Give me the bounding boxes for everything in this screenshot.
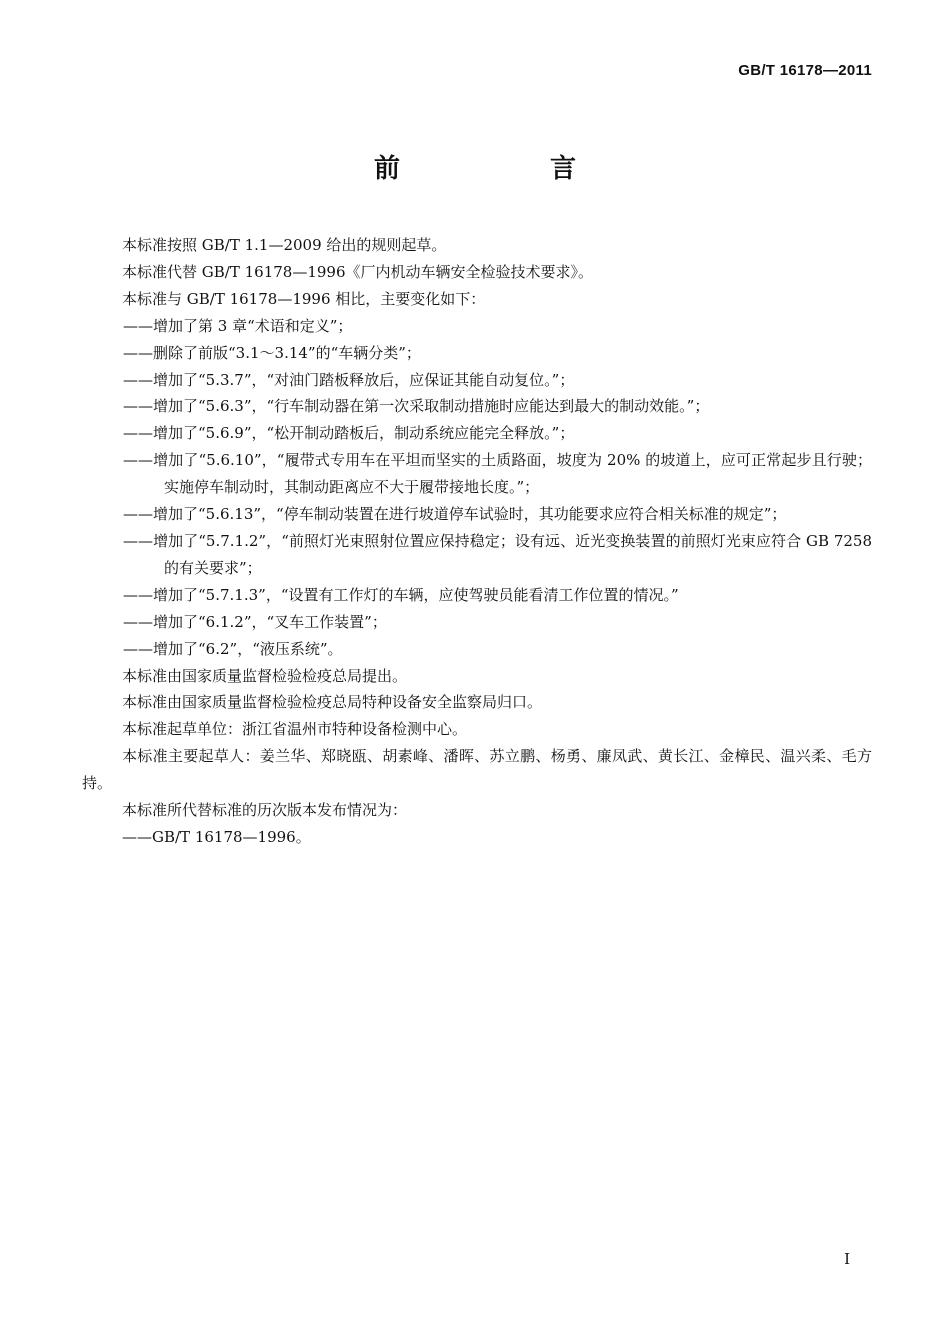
- paragraph-administered-by: 本标准由国家质量监督检验检疫总局特种设备安全监察局归口。: [122, 693, 543, 712]
- paragraph-drafters: 本标准主要起草人：姜兰华、郑晓瓯、胡素峰、潘晖、苏立鹏、杨勇、廉凤武、黄长江、金樟民、温兴柔、毛方持。: [82, 747, 872, 793]
- paragraph-drafting-rules: 本标准按照 GB/T 1.1—2009 给出的规则起草。: [122, 236, 447, 254]
- document-body: [82, 232, 872, 851]
- standard-code: GB/T 16178—2011: [738, 62, 872, 79]
- paragraph-history-intro: 本标准所代替标准的历次版本发布情况为：: [122, 801, 408, 820]
- change-item: ——增加了“5.6.13”，“停车制动装置在进行坡道停车试验时，其功能要求应符合相关标准的规定”；: [123, 505, 787, 524]
- paragraph-changes-intro: 本标准与 GB/T 16178—1996 相比，主要变化如下：: [122, 289, 486, 308]
- change-item: ——增加了“5.3.7”，“对油门踏板释放后，应保证其能自动复位。”；: [123, 370, 575, 389]
- change-item: ——增加了“5.7.1.3”，“设置有工作灯的车辆，应使驾驶员能看清工作位置的情况。”: [123, 585, 679, 604]
- paragraph-replaces: 本标准代替 GB/T 16178—1996《厂内机动车辆安全检验技术要求》。: [122, 262, 593, 281]
- change-item: ——增加了“5.6.9”，“松开制动踏板后，制动系统应能完全释放。”；: [123, 424, 575, 443]
- history-item: ——GB/T 16178—1996。: [122, 827, 311, 846]
- change-item: ——增加了“5.7.1.2”，“前照灯光束照射位置应保持稳定；设有远、近光变换装置的前照灯光束应符合 GB 7258 的有关要求”；: [123, 531, 872, 577]
- paragraph-proposed-by: 本标准由国家质量监督检验检疫总局提出。: [122, 666, 408, 685]
- change-item: ——增加了“5.6.3”，“行车制动器在第一次采取制动措施时应能达到最大的制动效能。”；: [123, 397, 710, 416]
- page-number: I: [844, 1250, 850, 1268]
- change-item: ——增加了“6.2”，“液压系统”。: [123, 639, 343, 658]
- change-item: ——增加了第 3 章“术语和定义”；: [123, 316, 353, 335]
- change-item: ——增加了“6.1.2”，“叉车工作装置”；: [123, 612, 387, 631]
- paragraph-drafting-unit: 本标准起草单位：浙江省温州市特种设备检测中心。: [122, 720, 468, 739]
- change-item: ——增加了“5.6.10”，“履带式专用车在平坦而坚实的土质路面，坡度为 20% 的坡道上，应可正常起步且行驶；实施停车制动时，其制动距离应不大于履带接地长度。”；: [123, 451, 872, 497]
- page-title: 前 言: [373, 154, 638, 184]
- change-item: ——删除了前版“3.1～3.14”的“车辆分类”；: [123, 343, 421, 362]
